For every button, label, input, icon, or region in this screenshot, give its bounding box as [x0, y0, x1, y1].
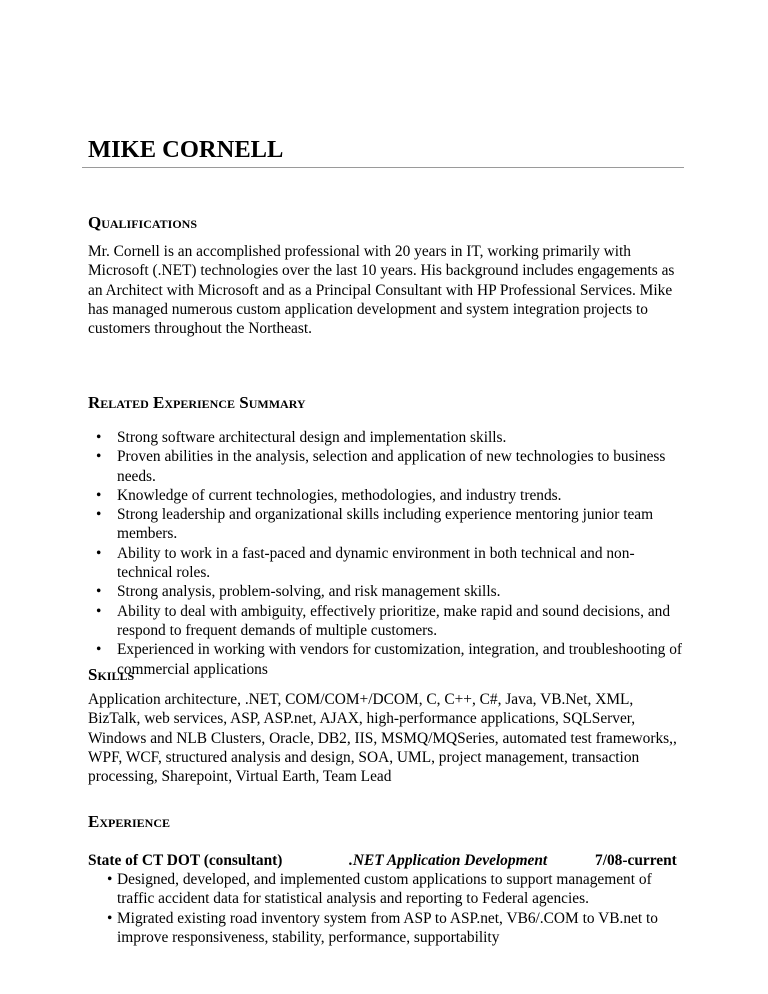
job-header: [88, 851, 684, 870]
candidate-name: MIKE CORNELL: [88, 136, 284, 163]
qualifications-heading: Qualifications: [88, 213, 198, 232]
list-item: • Designed, developed, and implemented custom applications to support management of traffic accident data for statistical analysis and reporting to Federal agencies.: [88, 870, 684, 909]
skills-text: Application architecture, .NET, COM/COM+/DCOM, C, C++, C#, Java, VB.Net, XML, BizTalk, web services, ASP, ASP.net, AJAX, high-performance applications, SQLServer, Windows and NLB Clusters, Oracle, DB2, IIS, MSMQ/MQSeries, automated test frameworks,, WPF, WCF, structured analysis and design, SOA, UML, project management, transaction processing, Sharepoint, Virtual Earth, Team Lead: [88, 691, 677, 786]
job-title: .NET Application Development: [349, 852, 548, 869]
skills-heading: Skills: [88, 665, 135, 684]
experience-heading: Experience: [88, 812, 171, 831]
list-item: • Strong leadership and organizational skills including experience mentoring junior team members.: [88, 505, 684, 544]
job-dates: 7/08-current: [595, 852, 677, 869]
header-divider: [82, 167, 684, 168]
list-item: • Experienced in working with vendors for customization, integration, and troubleshooting of commercial applications: [88, 640, 684, 679]
related-experience-heading: Related Experience Summary: [88, 393, 306, 412]
job-duties-list: [88, 870, 684, 947]
list-item: • Strong analysis, problem-solving, and risk management skills.: [88, 582, 684, 601]
list-item: • Ability to deal with ambiguity, effectively prioritize, make rapid and sound decisions, and respond to frequent demands of multiple customers.: [88, 602, 684, 641]
list-item: • Proven abilities in the analysis, selection and application of new technologies to business needs.: [88, 447, 684, 486]
list-item: • Ability to work in a fast-paced and dynamic environment in both technical and non-technical roles.: [88, 544, 684, 583]
list-item: • Knowledge of current technologies, methodologies, and industry trends.: [88, 486, 684, 505]
list-item: • Migrated existing road inventory system from ASP to ASP.net, VB6/.COM to VB.net to improve responsiveness, stability, performance, supportability: [88, 909, 684, 948]
list-item: • Strong software architectural design and implementation skills.: [88, 428, 684, 447]
related-experience-list: [88, 428, 684, 679]
qualifications-text: Mr. Cornell is an accomplished professional with 20 years in IT, working primarily with Microsoft (.NET) technologies over the last 10 years. His background includes engagements as an Architect with Microsoft and as a Principal Consultant with HP Professional Services. Mike has managed numerous custom application development and system integration projects to customers throughout the Northeast.: [88, 243, 675, 338]
job-employer: State of CT DOT (consultant): [88, 852, 283, 869]
